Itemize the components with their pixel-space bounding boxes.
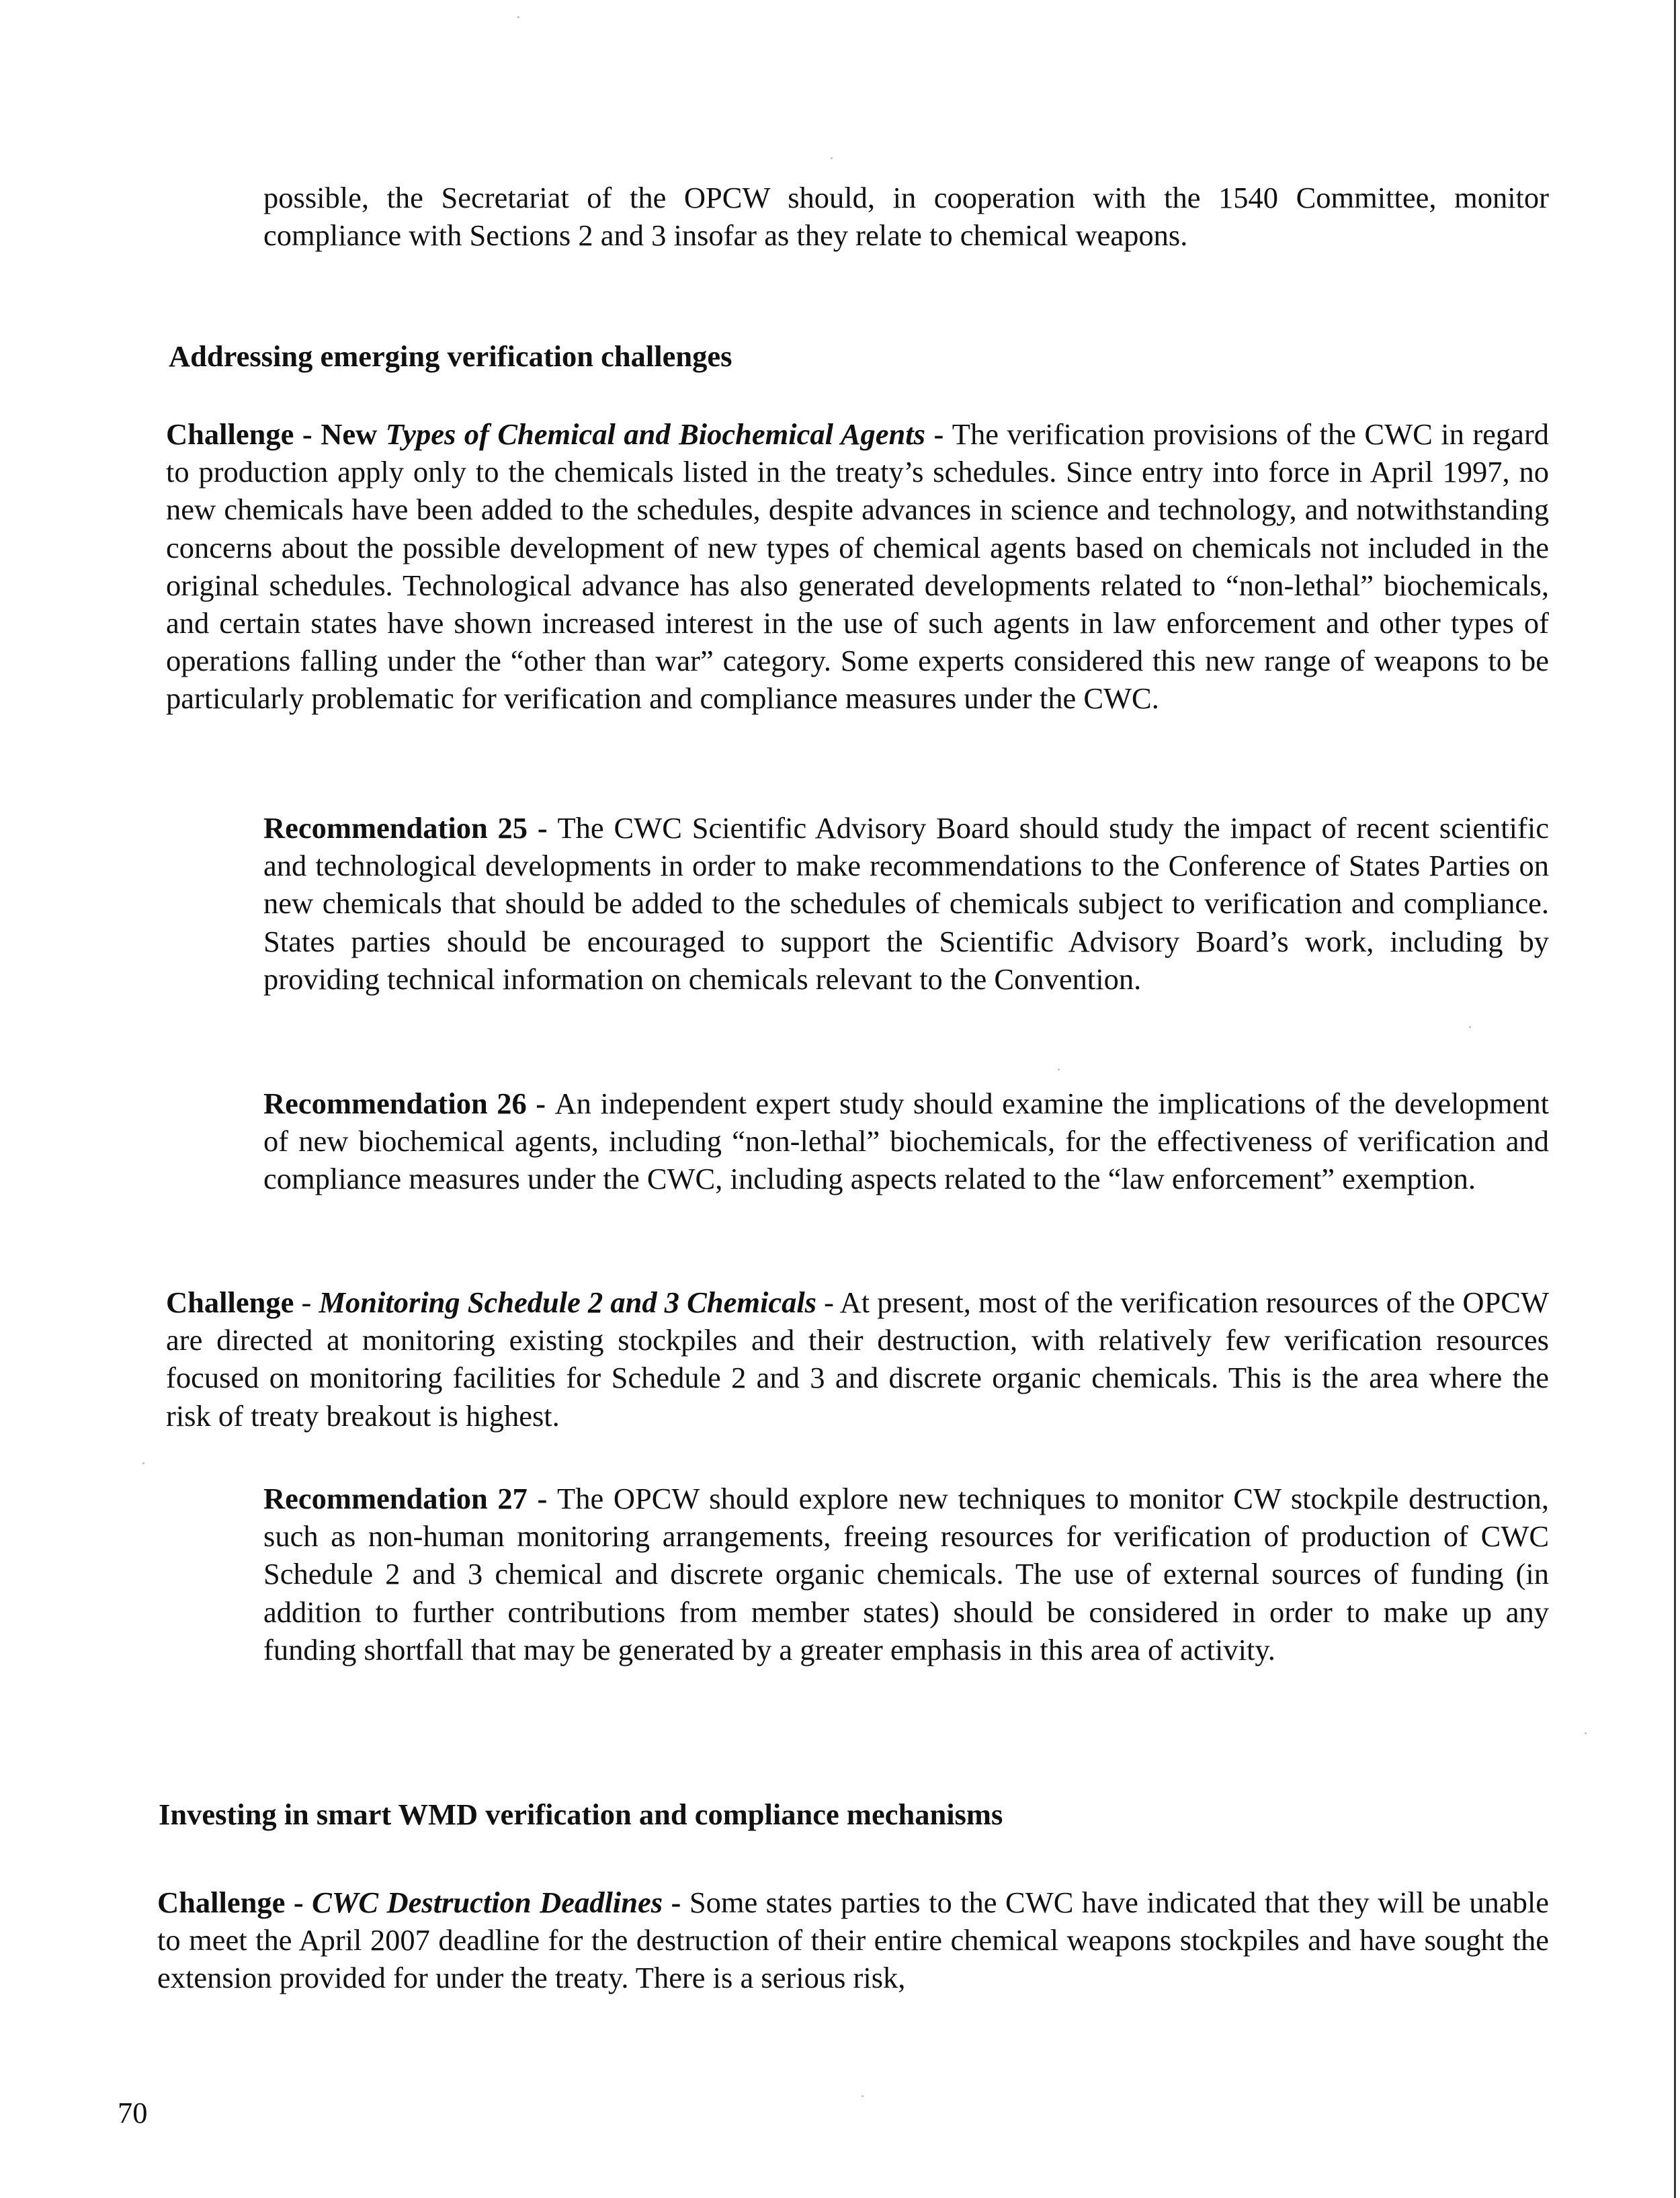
recommendation-label: Recommendation 26 xyxy=(263,1087,527,1120)
scan-speck xyxy=(831,157,833,159)
recommendation-27-paragraph xyxy=(263,1480,1549,1668)
challenge-dash: - xyxy=(816,1285,840,1319)
challenge-destruction-deadlines-paragraph xyxy=(157,1884,1549,1997)
challenge-dash: - xyxy=(925,417,952,451)
recommendation-25-paragraph xyxy=(263,809,1549,998)
recommendation-body: An independent expert study should examine the implications of the development of new biochemical agents, including “non-lethal” biochemicals, for the effectiveness of verification and compliance measures under the CWC, including aspects related to the “law enforcement” exemption. xyxy=(263,1087,1549,1196)
scan-speck xyxy=(862,2095,864,2097)
scan-speck xyxy=(1058,1068,1060,1070)
challenge-dash: - xyxy=(294,417,321,451)
scan-speck xyxy=(1469,1026,1471,1028)
challenge-label: Challenge xyxy=(157,1886,286,1919)
recommendation-dash: - xyxy=(527,1482,558,1515)
challenge-label: Challenge xyxy=(166,1285,294,1319)
challenge-dash: - xyxy=(663,1886,689,1919)
recommendation-26-paragraph xyxy=(263,1085,1549,1198)
recommendation-body: The CWC Scientific Advisory Board should study the impact of recent scientific and technological developments in order to make recommendations to the Conference of States Parties on new chemicals that should be added to the schedules of chemicals subject to verification and compliance. States parties should be encouraged to support the Scientific Advisory Board’s work, including by providing technical information on chemicals relevant to the Convention. xyxy=(263,811,1549,996)
challenge-new-agents-paragraph xyxy=(166,415,1549,718)
intro-paragraph: possible, the Secretariat of the OPCW should, in cooperation with the 1540 Committee, monitor compliance with Sections 2 and 3 insofar as they relate to chemical weapons. xyxy=(263,181,1549,253)
section-heading-smart-wmd: Investing in smart WMD verification and compliance mechanisms xyxy=(159,1798,1003,1831)
scan-edge-line xyxy=(1674,0,1676,2198)
challenge-prefix: New xyxy=(321,417,386,451)
recommendation-dash: - xyxy=(528,811,558,845)
challenge-dash: - xyxy=(285,1886,312,1919)
recommendation-body: The OPCW should explore new techniques to monitor CW stockpile destruction, such as non-human monitoring arrangements, freeing resources for verification of production of CWC Schedule 2 and 3 chemical and discrete organic chemicals. The use of external sources of funding (in addition to further contributions from member states) should be considered in order to make up any funding shortfall that may be generated by a greater emphasis in this area of activity. xyxy=(263,1482,1549,1666)
recommendation-dash: - xyxy=(526,1087,555,1120)
challenge-body: At present, most of the verification resources of the OPCW are directed at monitoring existing stockpiles and their destruction, with relatively few verification resources focused on monitoring facilities for Schedule 2 and 3 and discrete organic chemicals. This is the area where the risk of treaty breakout is highest. xyxy=(166,1285,1549,1433)
page-number: 70 xyxy=(118,2096,148,2129)
challenge-title: CWC Destruction Deadlines xyxy=(312,1886,663,1919)
challenge-title: Types of Chemical and Biochemical Agents xyxy=(385,417,925,451)
scan-speck xyxy=(1585,1732,1587,1734)
challenge-label: Challenge xyxy=(166,417,294,451)
challenge-title: Monitoring Schedule 2 and 3 Chemicals xyxy=(319,1285,817,1319)
challenge-schedule-chemicals-paragraph xyxy=(166,1283,1549,1435)
challenge-body: The verification provisions of the CWC in regard to production apply only to the chemicals listed in the treaty’s schedules. Since entry into force in April 1997, no new chemicals have been added to the schedules, despite advances in science and technology, and notwithstanding concerns about the possible development of new types of chemical agents based on chemicals not included in the original schedules. Technological advance has also generated developments related to “non-lethal” biochemicals, and certain states have shown increased interest in the use of such agents in law enforcement and other types of operations falling under the “other than war” category. Some experts considered this new range of weapons to be particularly problematic for verification and compliance measures under the CWC. xyxy=(166,417,1550,716)
challenge-body: Some states parties to the CWC have indicated that they will be unable to meet the April 2007 deadline for the destruction of their entire chemical weapons stockpiles and have sought the extension provided for under the treaty. There is a serious risk, xyxy=(157,1886,1549,1995)
section-heading-verification-challenges: Addressing emerging verification challenges xyxy=(169,339,732,373)
scan-speck xyxy=(517,16,519,18)
challenge-dash: - xyxy=(294,1285,319,1319)
recommendation-label: Recommendation 25 xyxy=(263,811,528,845)
recommendation-label: Recommendation 27 xyxy=(263,1482,528,1515)
scan-speck xyxy=(142,1462,144,1464)
